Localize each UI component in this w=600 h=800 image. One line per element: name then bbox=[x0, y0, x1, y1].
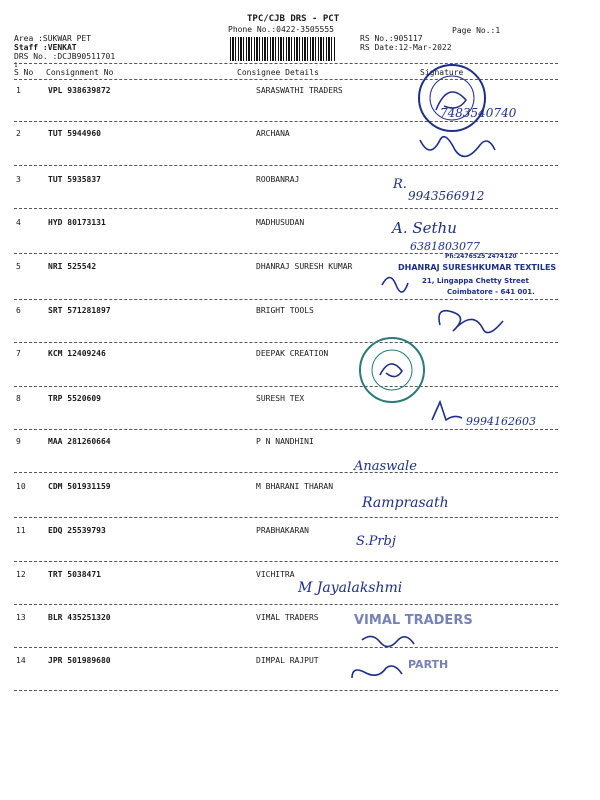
row-consignee: ARCHANA bbox=[256, 129, 290, 138]
rs-date: RS Date:12-Mar-2022 bbox=[360, 43, 452, 52]
row-divider bbox=[14, 121, 558, 122]
page-number: Page No.:1 bbox=[452, 26, 501, 35]
area-field: Area :SUKWAR PET bbox=[14, 34, 92, 43]
signature-phone-1: 7483540740 bbox=[440, 106, 517, 120]
row-consignment: TUT 5944960 bbox=[48, 129, 101, 138]
col-header-sno: S No bbox=[14, 68, 34, 77]
row-divider bbox=[14, 561, 558, 562]
row-sno: 7 bbox=[16, 349, 21, 358]
signature-11: S.Prbj bbox=[356, 534, 396, 549]
row-sno: 13 bbox=[16, 613, 26, 622]
row-consignment: KCM 12409246 bbox=[48, 349, 106, 358]
phone-number: Phone No.:0422-3505555 bbox=[228, 25, 334, 34]
row-sno: 3 bbox=[16, 175, 21, 184]
row-consignee: M BHARANI THARAN bbox=[256, 482, 334, 491]
vimal-traders-stamp: VIMAL TRADERS bbox=[354, 613, 473, 628]
row-consignee: DHANRAJ SURESH KUMAR bbox=[256, 262, 353, 271]
signature-scribble-6 bbox=[439, 311, 503, 333]
row-divider bbox=[14, 253, 558, 254]
signature-phone-8: 9994162603 bbox=[466, 415, 536, 428]
row-divider bbox=[14, 386, 558, 387]
row-consignment: SRT 571281897 bbox=[48, 306, 111, 315]
staff-field: Staff :VENKAT bbox=[14, 43, 77, 52]
row-consignee: SURESH TEX bbox=[256, 394, 305, 403]
svg-text:DHANRAJ SURESHKUMAR TEXTILES: DHANRAJ SURESHKUMAR TEXTILES bbox=[398, 263, 557, 272]
signature-10a: Anaswale bbox=[354, 459, 417, 474]
row-consignee: MADHUSUDAN bbox=[256, 218, 305, 227]
row-consignment: TUT 5935837 bbox=[48, 175, 101, 184]
row-consignee: DIMPAL RAJPUT bbox=[256, 656, 319, 665]
row-consignment: TRT 5038471 bbox=[48, 570, 101, 579]
signature-3: R. bbox=[393, 177, 407, 192]
divider bbox=[14, 79, 558, 80]
row-sno: 10 bbox=[16, 482, 26, 491]
svg-text:21, Lingappa Chetty Street: 21, Lingappa Chetty Street bbox=[422, 277, 529, 285]
row-divider bbox=[14, 472, 558, 473]
signature-10b: Ramprasath bbox=[362, 495, 449, 511]
row-consignment: BLR 435251320 bbox=[48, 613, 111, 622]
divider bbox=[14, 63, 558, 64]
row-consignment: TRP 5520609 bbox=[48, 394, 101, 403]
row-consignee: ROOBANRAJ bbox=[256, 175, 300, 184]
row-consignee: P N NANDHINI bbox=[256, 437, 314, 446]
row-sno: 1 bbox=[16, 86, 21, 95]
row-consignee: SARASWATHI TRADERS bbox=[256, 86, 343, 95]
row-consignment: VPL 938639872 bbox=[48, 86, 111, 95]
header-mark: 1 bbox=[14, 62, 18, 69]
signature-12: M Jayalakshmi bbox=[298, 580, 403, 596]
row-sno: 14 bbox=[16, 656, 26, 665]
row-sno: 11 bbox=[16, 526, 26, 535]
row-divider bbox=[14, 517, 558, 518]
row-consignee: BRIGHT TOOLS bbox=[256, 306, 314, 315]
rs-number: RS No.:905117 bbox=[360, 34, 423, 43]
row-consignment: MAA 281260664 bbox=[48, 437, 111, 446]
row-sno: 4 bbox=[16, 218, 21, 227]
row-sno: 8 bbox=[16, 394, 21, 403]
row-divider bbox=[14, 165, 558, 166]
col-header-consignee: Consignee Details bbox=[237, 68, 319, 77]
row-sno: 6 bbox=[16, 306, 21, 315]
col-header-signature: Signature bbox=[420, 68, 464, 77]
row-consignee: DEEPAK CREATION bbox=[256, 349, 329, 358]
row-divider bbox=[14, 342, 558, 343]
row-sno: 5 bbox=[16, 262, 21, 271]
barcode bbox=[230, 37, 335, 61]
row-divider bbox=[14, 429, 558, 430]
svg-text:Coimbatore - 641 001.: Coimbatore - 641 001. bbox=[447, 288, 535, 296]
signature-4: A. Sethu bbox=[392, 219, 457, 237]
signature-scribble-14 bbox=[352, 666, 402, 678]
row-consignee: VIMAL TRADERS bbox=[256, 613, 319, 622]
signature-phone-3: 9943566912 bbox=[408, 189, 485, 203]
row-sno: 2 bbox=[16, 129, 21, 138]
row-divider bbox=[14, 647, 558, 648]
row-sno: 12 bbox=[16, 570, 26, 579]
document-title: TPC/CJB DRS - PCT bbox=[247, 14, 340, 24]
row-consignment: HYD 80173131 bbox=[48, 218, 106, 227]
row-consignment: JPR 501989680 bbox=[48, 656, 111, 665]
row-sno: 9 bbox=[16, 437, 21, 446]
parth-stamp: PARTH bbox=[408, 658, 449, 671]
row-consignment: CDM 501931159 bbox=[48, 482, 111, 491]
signature-scribble-13 bbox=[362, 636, 414, 646]
row-consignee: VICHITRA bbox=[256, 570, 295, 579]
row-consignee: PRABHAKARAN bbox=[256, 526, 309, 535]
drs-number: DRS No. :DCJB90511701 bbox=[14, 52, 116, 61]
col-header-consignment: Consignment No bbox=[46, 68, 114, 77]
svg-text:Ph:2476525 2474120: Ph:2476525 2474120 bbox=[445, 253, 517, 260]
row-consignment: EDQ 25539793 bbox=[48, 526, 106, 535]
signature-phone-4: 6381803077 bbox=[410, 240, 480, 253]
signature-scribble-8 bbox=[432, 402, 462, 420]
row-divider bbox=[14, 690, 558, 691]
dhanraj-stamp bbox=[382, 253, 556, 296]
signature-scribble-2 bbox=[420, 137, 495, 157]
row-divider bbox=[14, 299, 558, 300]
row-consignment: NRI 525542 bbox=[48, 262, 97, 271]
row-divider bbox=[14, 208, 558, 209]
row-divider bbox=[14, 604, 558, 605]
deepak-creation-stamp bbox=[360, 338, 424, 402]
